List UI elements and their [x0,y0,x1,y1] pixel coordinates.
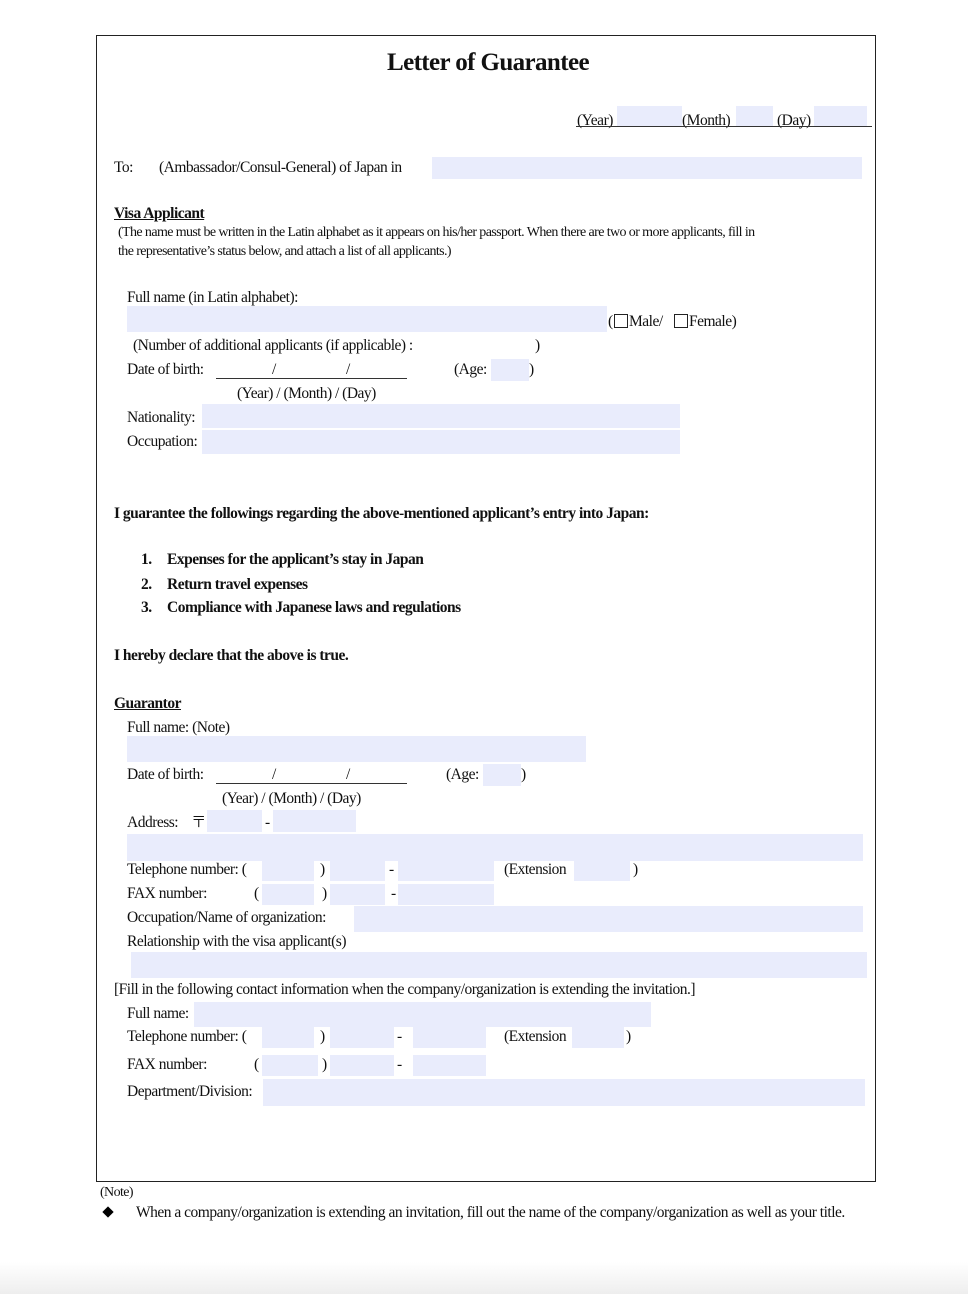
guarantor-tel-exchange-field[interactable] [330,860,385,881]
guarantor-fax-area-field[interactable] [262,884,314,905]
date-year-label: (Year) [577,112,613,129]
guarantor-dob-label: Date of birth: [127,766,204,783]
male-label: Male/ [629,313,663,330]
company-tel-exchange-field[interactable] [330,1027,394,1048]
company-fax-exchange-field[interactable] [330,1055,394,1076]
guarantor-ext-close: ) [633,861,638,878]
occupation-field[interactable] [202,430,680,454]
guarantor-tel-dash: - [389,861,394,878]
guarantee-item: Compliance with Japanese laws and regulations [167,599,461,616]
guarantee-item: Expenses for the applicant’s stay in Japan [167,551,424,568]
guarantee-statement: I guarantee the followings regarding the above-mentioned applicant’s entry into Japan: [114,505,649,522]
applicant-dob-month-field[interactable] [280,360,344,378]
date-underline [576,126,872,127]
occupation-label: Occupation: [127,433,198,450]
company-fax-dash: - [397,1056,402,1073]
guarantor-age-close: ) [521,766,526,783]
applicant-dob-underline [216,378,407,379]
company-instruction: [Fill in the following contact information when the company/organization is extending the invitation.] [114,981,696,998]
visa-note-line1: (The name must be written in the Latin alphabet as it appears on his/her passport. When there are two or more applicants, fill in [118,225,755,240]
company-tel-number-field[interactable] [413,1027,486,1048]
guarantor-fax-close-paren: ) [322,885,327,902]
guarantor-dob-slash2: / [346,766,350,783]
company-tel-dash: - [397,1028,402,1045]
guarantor-fax-open-paren: ( [254,885,259,902]
postal-code-field-2[interactable] [273,810,356,832]
company-ext-label: (Extension [504,1028,567,1045]
guarantor-dob-slash1: / [272,766,276,783]
guarantee-item-num: 1. [141,551,152,568]
date-month-field[interactable] [736,106,773,126]
guarantor-dob-month-field[interactable] [280,765,344,783]
company-fax-number-field[interactable] [413,1055,486,1076]
visa-applicant-heading: Visa Applicant [114,205,205,222]
guarantor-dob-hint: (Year) / (Month) / (Day) [222,790,361,807]
female-checkbox[interactable] [674,314,688,328]
company-fax-open-paren: ( [254,1056,259,1073]
nationality-field[interactable] [202,404,680,428]
applicant-age-label: (Age: [454,361,487,378]
female-label: Female) [689,313,737,330]
company-ext-field[interactable] [572,1027,624,1048]
visa-note-line2: the representative’s status below, and attach a list of all applicants.) [118,244,451,259]
applicant-dob-hint: (Year) / (Month) / (Day) [237,385,376,402]
to-country-field[interactable] [432,157,862,179]
guarantor-fax-dash: - [391,885,396,902]
date-day-field[interactable] [814,106,867,126]
guarantor-fax-number-field[interactable] [398,884,494,905]
company-fax-label: FAX number: [127,1056,207,1073]
guarantor-fax-exchange-field[interactable] [330,884,385,905]
guarantor-age-field[interactable] [483,764,521,786]
page-bottom-shadow [0,1262,968,1294]
date-year-field[interactable] [617,106,682,126]
company-tel-label: Telephone number: ( [127,1028,247,1045]
company-fax-area-field[interactable] [262,1055,318,1076]
additional-applicants-field[interactable] [438,334,532,356]
gender-open-paren: ( [608,313,613,330]
guarantor-fullname-field[interactable] [127,736,586,762]
relationship-field[interactable] [131,952,867,978]
nationality-label: Nationality: [127,409,196,426]
date-day-label: (Day) [777,112,811,129]
applicant-dob-slash2: / [346,361,350,378]
footnote-text: When a company/organization is extending an invitation, fill out the name of the company/organization as well as your title. [136,1204,845,1221]
to-label: To: [114,159,133,176]
footnote-label: (Note) [100,1185,133,1200]
applicant-fullname-label: Full name (in Latin alphabet): [127,289,298,306]
applicant-age-field[interactable] [491,359,529,381]
applicant-age-close: ) [529,361,534,378]
guarantor-dob-year-field[interactable] [216,765,271,783]
company-fullname-field[interactable] [194,1002,651,1027]
relationship-label: Relationship with the visa applicant(s) [127,933,346,950]
address-label: Address: [127,814,179,831]
declaration: I hereby declare that the above is true. [114,647,349,664]
guarantee-item: Return travel expenses [167,576,308,593]
guarantor-ext-field[interactable] [574,860,630,881]
guarantor-heading: Guarantor [114,695,181,712]
applicant-fullname-field[interactable] [127,306,607,332]
company-fax-close-paren: ) [322,1056,327,1073]
guarantor-occupation-field[interactable] [354,906,863,932]
postal-code-field-1[interactable] [207,810,262,832]
guarantor-fax-label: FAX number: [127,885,207,902]
guarantor-dob-day-field[interactable] [354,765,406,783]
guarantor-tel-label: Telephone number: ( [127,861,247,878]
guarantor-occupation-label: Occupation/Name of organization: [127,909,326,926]
applicant-dob-year-field[interactable] [216,360,271,378]
department-label: Department/Division: [127,1083,253,1100]
applicant-dob-day-field[interactable] [354,360,406,378]
guarantor-fullname-label: Full name: (Note) [127,719,230,736]
guarantor-tel-close-paren: ) [320,861,325,878]
date-month-label: (Month) [682,112,731,129]
page-title: Letter of Guarantee [387,49,589,76]
to-text: (Ambassador/Consul-General) of Japan in [159,159,402,176]
applicant-dob-slash1: / [272,361,276,378]
guarantee-item-num: 3. [141,599,152,616]
postal-dash: - [265,814,270,831]
company-tel-area-field[interactable] [262,1027,314,1048]
applicant-dob-label: Date of birth: [127,361,204,378]
guarantor-dob-underline [216,783,407,784]
address-field[interactable] [127,834,863,861]
company-tel-close-paren: ) [320,1028,325,1045]
guarantor-tel-number-field[interactable] [398,860,494,881]
guarantor-ext-label: (Extension [504,861,567,878]
company-fullname-label: Full name: [127,1005,189,1022]
guarantor-tel-area-field[interactable] [262,860,314,881]
department-field[interactable] [263,1079,865,1106]
guarantee-item-num: 2. [141,576,152,593]
male-checkbox[interactable] [614,314,628,328]
bullet-diamond-icon [102,1206,113,1217]
additional-close-paren: ) [535,337,540,354]
company-ext-close: ) [626,1028,631,1045]
additional-applicants-label: (Number of additional applicants (if applicable) : [133,337,413,354]
guarantor-age-label: (Age: [446,766,479,783]
postal-mark: 〒 [191,814,207,831]
